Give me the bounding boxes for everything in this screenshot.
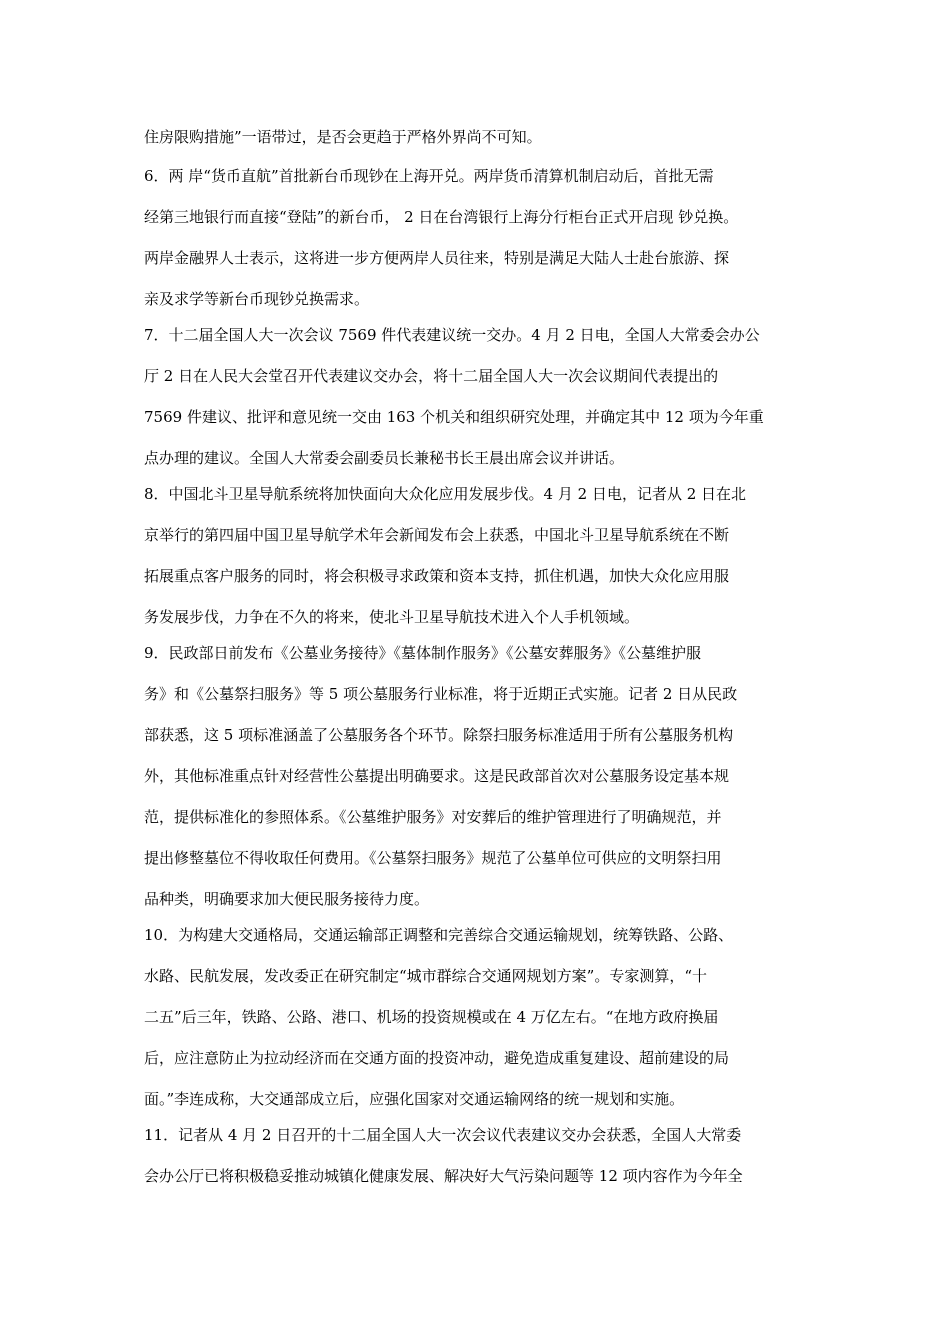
text-line: 外，其他标准重点针对经营性公墓提出明确要求。这是民政部首次对公墓服务设定基本规 bbox=[144, 767, 730, 785]
text-line: 务发展步伐，力争在不久的将来，使北斗卫星导航技术进入个人手机领域。 bbox=[144, 608, 640, 626]
text-line: 会办公厅已将积极稳妥推动城镇化健康发展、解决好大气污染问题等 12 项内容作为今年全 bbox=[144, 1167, 743, 1185]
text-line: 面。”李连成称，大交通部成立后，应强化国家对交通运输网络的统一规划和实施。 bbox=[144, 1090, 685, 1108]
text-line: 经第三地银行而直接“登陆”的新台币， 2 日在台湾银行上海分行柜台正式开启现 钞兑换。 bbox=[144, 208, 739, 226]
text-line: 提出修整墓位不得收取任何费用。《公墓祭扫服务》规范了公墓单位可供应的文明祭扫用 bbox=[144, 849, 722, 867]
text-line: 8．中国北斗卫星导航系统将加快面向大众化应用发展步伐。4 月 2 日电，记者从 2 日在北 bbox=[144, 485, 747, 503]
text-line: 京举行的第四届中国卫星导航学术年会新闻发布会上获悉，中国北斗卫星导航系统在不断 bbox=[144, 526, 730, 544]
text-line: 6．两 岸“货币直航”首批新台币现钞在上海开兑。两岸货币清算机制启动后，首批无需 bbox=[144, 167, 714, 185]
text-line: 水路、民航发展，发改委正在研究制定“城市群综合交通网规划方案”。专家测算，“十 bbox=[144, 967, 708, 985]
text-line: 11．记者从 4 月 2 日召开的十二届全国人大一次会议代表建议交办会获悉，全国人大常委 bbox=[144, 1126, 742, 1144]
text-line: 住房限购措施”一语带过，是否会更趋于严格外界尚不可知。 bbox=[144, 128, 542, 146]
text-line: 品种类，明确要求加大便民服务接待力度。 bbox=[144, 890, 430, 908]
text-line: 9．民政部日前发布《公墓业务接待》《墓体制作服务》《公墓安葬服务》《公墓维护服 bbox=[144, 644, 702, 662]
text-line: 务》和《公墓祭扫服务》等 5 项公墓服务行业标准，将于近期正式实施。记者 2 日从民政 bbox=[144, 685, 738, 703]
text-line: 二五”后三年，铁路、公路、港口、机场的投资规模或在 4 万亿左右。“在地方政府换届 bbox=[144, 1008, 719, 1026]
text-line: 两岸金融界人士表示，这将进一步方便两岸人员往来，特别是满足大陆人士赴台旅游、探 bbox=[144, 249, 730, 267]
text-line: 范，提供标准化的参照体系。《公墓维护服务》对安葬后的维护管理进行了明确规范，并 bbox=[144, 808, 722, 826]
text-line: 部获悉，这 5 项标准涵盖了公墓服务各个环节。除祭扫服务标准适用于所有公墓服务机构 bbox=[144, 726, 734, 744]
text-line: 10．为构建大交通格局，交通运输部正调整和完善综合交通运输规划，统筹铁路、公路、 bbox=[144, 926, 734, 944]
text-line: 拓展重点客户服务的同时，将会积极寻求政策和资本支持，抓住机遇，加快大众化应用服 bbox=[144, 567, 730, 585]
text-line: 7569 件建议、批评和意见统一交由 163 个机关和组织研究处理，并确定其中 12 项为今年重 bbox=[144, 408, 764, 426]
text-line: 亲及求学等新台币现钞兑换需求。 bbox=[144, 290, 370, 308]
text-line: 后，应注意防止为拉动经济而在交通方面的投资冲动，避免造成重复建设、超前建设的局 bbox=[144, 1049, 730, 1067]
text-line: 7．十二届全国人大一次会议 7569 件代表建议统一交办。4 月 2 日电，全国人大常委会办公 bbox=[144, 326, 760, 344]
text-line: 点办理的建议。全国人大常委会副委员长兼秘书长王晨出席会议并讲话。 bbox=[144, 449, 625, 467]
text-line: 厅 2 日在人民大会堂召开代表建议交办会，将十二届全国人大一次会议期间代表提出的 bbox=[144, 367, 719, 385]
